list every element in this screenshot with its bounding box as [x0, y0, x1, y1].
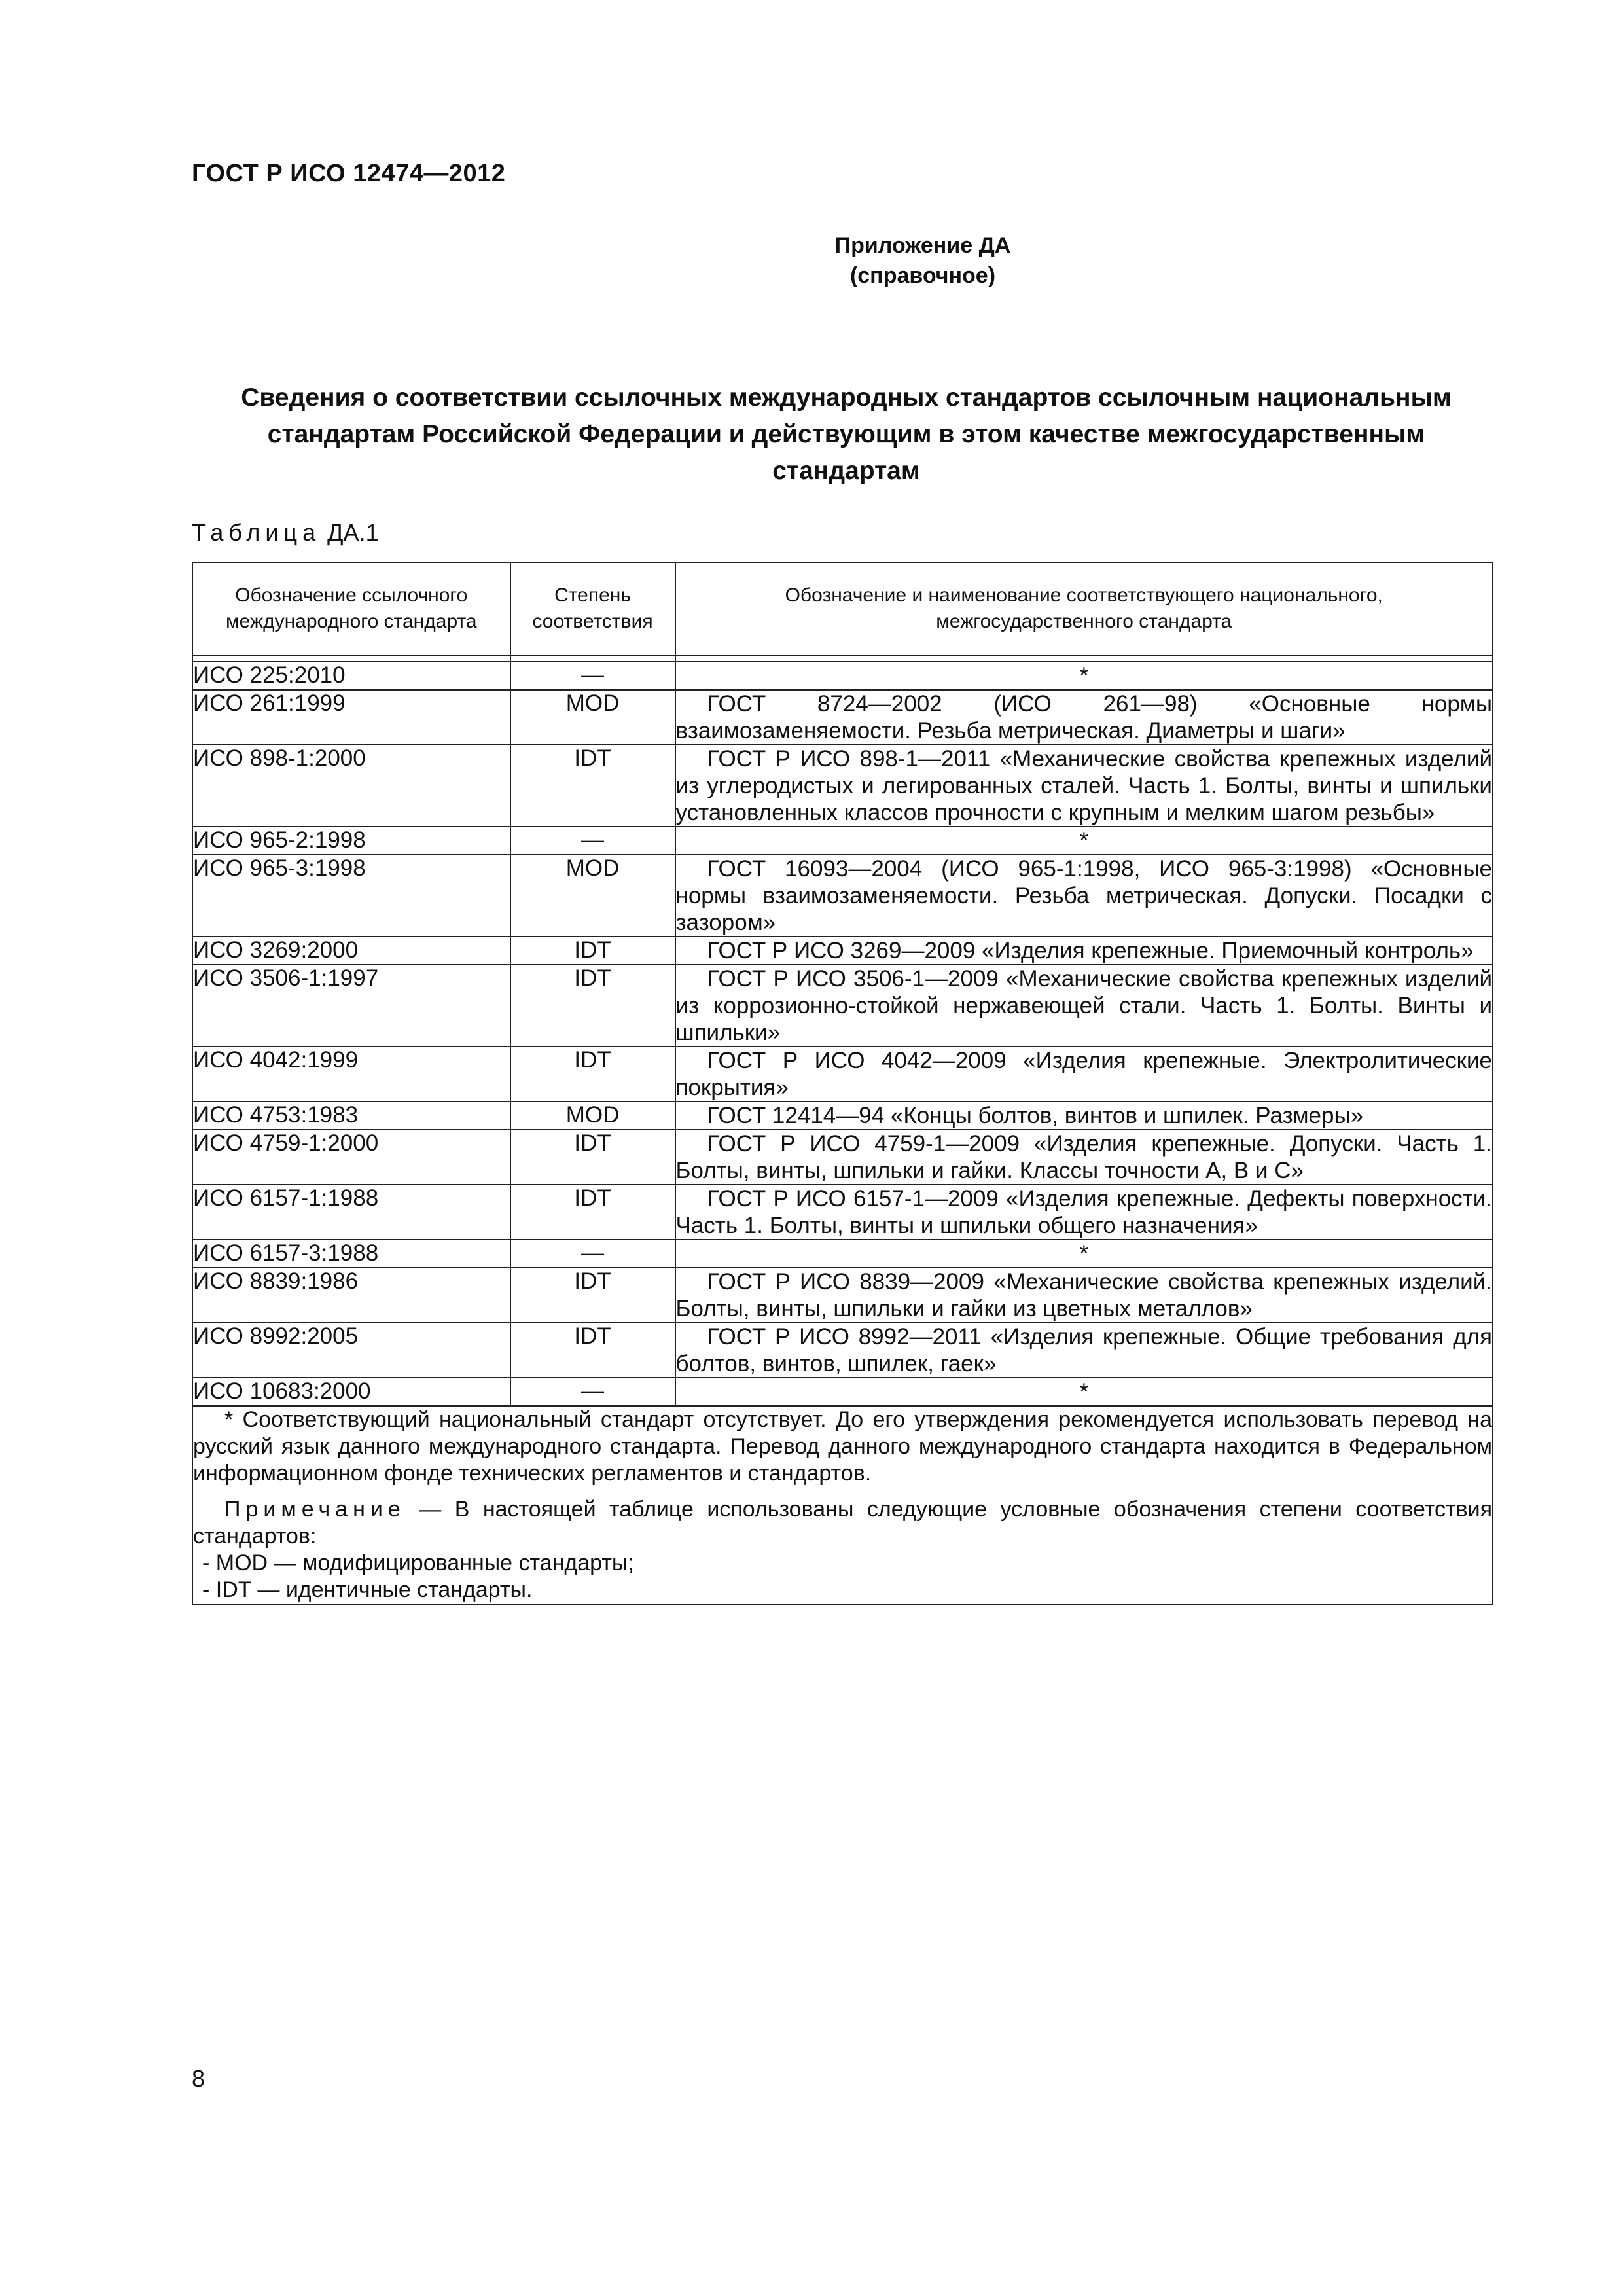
- cell-ref-standard: ИСО 261:1999: [192, 690, 510, 745]
- title-line: стандартам Российской Федерации и действующим в этом качестве межгосударственным: [267, 420, 1425, 448]
- cell-national-standard: [675, 1185, 1493, 1240]
- table-caption-number: ДА.1: [327, 519, 379, 546]
- note-text: — В настоящей таблице использованы следующие условные обозначения степени соответствия стандартов:: [193, 1497, 1492, 1549]
- cell-degree: —: [510, 1240, 675, 1268]
- table-row: [192, 1130, 1493, 1185]
- table-row: [192, 1268, 1493, 1323]
- national-standard-text: *: [1079, 828, 1089, 853]
- cell-national-standard: [675, 690, 1493, 745]
- national-standard-text: ГОСТ Р ИСО 8839—2009 «Механические свойства крепежных изделий. Болты, винты, шпильки и гайки из цветных металлов»: [675, 1269, 1492, 1321]
- cell-degree: IDT: [510, 1268, 675, 1323]
- national-standard-text: ГОСТ Р ИСО 6157-1—2009 «Изделия крепежные. Дефекты поверхности. Часть 1. Болты, винты и шпильки общего назначения»: [675, 1186, 1492, 1238]
- table-header-row: [192, 562, 1493, 655]
- title-line: стандартам: [772, 457, 920, 485]
- cell-national-standard: [675, 937, 1493, 965]
- cell-degree: —: [510, 827, 675, 855]
- cell-ref-standard: ИСО 10683:2000: [192, 1378, 510, 1406]
- header-degree: [510, 562, 675, 655]
- header-ref-standard: [192, 562, 510, 655]
- cell-degree: IDT: [510, 745, 675, 827]
- national-standard-text: ГОСТ 12414—94 «Концы болтов, винтов и шпилек. Размеры»: [707, 1103, 1364, 1128]
- page-number: 8: [192, 2065, 205, 2092]
- cell-national-standard: [675, 662, 1493, 690]
- cell-national-standard: [675, 855, 1493, 937]
- cell-degree: IDT: [510, 1185, 675, 1240]
- cell-national-standard: [675, 1047, 1493, 1102]
- header-text: Степень: [554, 584, 631, 606]
- table-row: [192, 745, 1493, 827]
- cell-degree: —: [510, 1378, 675, 1406]
- table-row: [192, 965, 1493, 1047]
- national-standard-text: ГОСТ Р ИСО 4759-1—2009 «Изделия крепежные. Допуски. Часть 1. Болты, винты, шпильки и гайки. Классы точности А, В и С»: [675, 1131, 1492, 1183]
- note: [193, 1496, 1492, 1550]
- cell-ref-standard: ИСО 965-3:1998: [192, 855, 510, 937]
- table-row: [192, 1378, 1493, 1406]
- cell-national-standard: [675, 1102, 1493, 1130]
- cell-degree: MOD: [510, 855, 675, 937]
- header-text: межгосударственного стандарта: [936, 611, 1232, 632]
- cell-degree: IDT: [510, 1130, 675, 1185]
- table-row: [192, 855, 1493, 937]
- title-line: Сведения о соответствии ссылочных международных стандартов ссылочным национальным: [241, 384, 1452, 412]
- header-text: Обозначение и наименование соответствующего национального,: [785, 584, 1383, 606]
- cell-ref-standard: ИСО 6157-1:1988: [192, 1185, 510, 1240]
- national-standard-text: ГОСТ Р ИСО 898-1—2011 «Механические свойства крепежных изделий из углеродистых и легированных сталей. Часть 1. Болты, винты и шпильки установленных классов прочности с крупным и мелким шагом резьбы»: [675, 746, 1492, 825]
- table-row: [192, 1323, 1493, 1378]
- cell-degree: IDT: [510, 1047, 675, 1102]
- national-standard-text: ГОСТ 8724—2002 (ИСО 261—98) «Основные нормы взаимозаменяемости. Резьба метрическая. Диаметры и шаги»: [675, 691, 1492, 744]
- table-row: [192, 1102, 1493, 1130]
- annex-heading: [654, 230, 1191, 291]
- annex-kind: (справочное): [849, 263, 996, 288]
- footnote-body: * Соответствующий национальный стандарт отсутствует. До его утверждения рекомендуется использовать перевод на русский язык данного международного стандарта. Перевод данного международного стандарта находится в Федеральном информационном фонде технических регламентов и стандартов.: [193, 1407, 1492, 1486]
- cell-degree: —: [510, 662, 675, 690]
- table-footnote: [192, 1406, 1493, 1604]
- cell-degree: IDT: [510, 1323, 675, 1378]
- table-row: [192, 1185, 1493, 1240]
- document-code: ГОСТ Р ИСО 12474—2012: [192, 160, 506, 187]
- national-standard-text: ГОСТ Р ИСО 8992—2011 «Изделия крепежные. Общие требования для болтов, винтов, шпилек, гаек»: [675, 1324, 1492, 1376]
- cell-ref-standard: ИСО 4753:1983: [192, 1102, 510, 1130]
- national-standard-text: *: [1079, 1379, 1089, 1405]
- cell-national-standard: [675, 1130, 1493, 1185]
- national-standard-text: ГОСТ 16093—2004 (ИСО 965-1:1998, ИСО 965-3:1998) «Основные нормы взаимозаменяемости. Резьба метрическая. Допуски. Посадки с зазором»: [675, 856, 1492, 935]
- reference-table: [192, 562, 1493, 1605]
- header-text: соответствия: [532, 611, 653, 632]
- table-body: [192, 662, 1493, 1406]
- cell-national-standard: [675, 1240, 1493, 1268]
- cell-ref-standard: ИСО 3269:2000: [192, 937, 510, 965]
- table-row: [192, 937, 1493, 965]
- cell-degree: IDT: [510, 937, 675, 965]
- header-national-standard: [675, 562, 1493, 655]
- cell-national-standard: [675, 1268, 1493, 1323]
- table-row: [192, 827, 1493, 855]
- table-row: [192, 662, 1493, 690]
- cell-ref-standard: ИСО 8992:2005: [192, 1323, 510, 1378]
- cell-ref-standard: ИСО 3506-1:1997: [192, 965, 510, 1047]
- cell-ref-standard: ИСО 8839:1986: [192, 1268, 510, 1323]
- national-standard-text: *: [1079, 663, 1089, 689]
- cell-ref-standard: ИСО 898-1:2000: [192, 745, 510, 827]
- header-text: международного стандарта: [226, 611, 477, 632]
- cell-national-standard: [675, 745, 1493, 827]
- cell-ref-standard: ИСО 965-2:1998: [192, 827, 510, 855]
- cell-degree: MOD: [510, 690, 675, 745]
- table-row: [192, 690, 1493, 745]
- cell-national-standard: [675, 827, 1493, 855]
- note-item: - IDT — идентичные стандарты.: [202, 1577, 533, 1602]
- cell-national-standard: [675, 965, 1493, 1047]
- header-text: Обозначение ссылочного: [235, 584, 468, 606]
- national-standard-text: ГОСТ Р ИСО 3506-1—2009 «Механические свойства крепежных изделий из коррозионно-стойкой нержавеющей стали. Часть 1. Болты. Винты и шпильки»: [675, 966, 1492, 1045]
- table-caption-word: Таблица: [192, 519, 321, 546]
- cell-degree: MOD: [510, 1102, 675, 1130]
- national-standard-text: *: [1079, 1241, 1089, 1266]
- page-title: [192, 380, 1501, 490]
- national-standard-text: ГОСТ Р ИСО 3269—2009 «Изделия крепежные. Приемочный контроль»: [707, 938, 1474, 963]
- cell-national-standard: [675, 1323, 1493, 1378]
- header-spacer: [192, 655, 1493, 662]
- table-caption: [192, 519, 379, 547]
- note-item: - MOD — модифицированные стандарты;: [202, 1551, 634, 1575]
- national-standard-text: ГОСТ Р ИСО 4042—2009 «Изделия крепежные. Электролитические покрытия»: [675, 1048, 1492, 1100]
- cell-degree: IDT: [510, 965, 675, 1047]
- annex-title: Приложение ДА: [834, 233, 1011, 258]
- cell-national-standard: [675, 1378, 1493, 1406]
- cell-ref-standard: ИСО 225:2010: [192, 662, 510, 690]
- table-row: [192, 1047, 1493, 1102]
- note-word: Примечание: [224, 1497, 406, 1522]
- cell-ref-standard: ИСО 4042:1999: [192, 1047, 510, 1102]
- table-row: [192, 1240, 1493, 1268]
- cell-ref-standard: ИСО 4759-1:2000: [192, 1130, 510, 1185]
- table-footnote-row: [192, 1406, 1493, 1604]
- footnote-text: [193, 1407, 1492, 1487]
- cell-ref-standard: ИСО 6157-3:1988: [192, 1240, 510, 1268]
